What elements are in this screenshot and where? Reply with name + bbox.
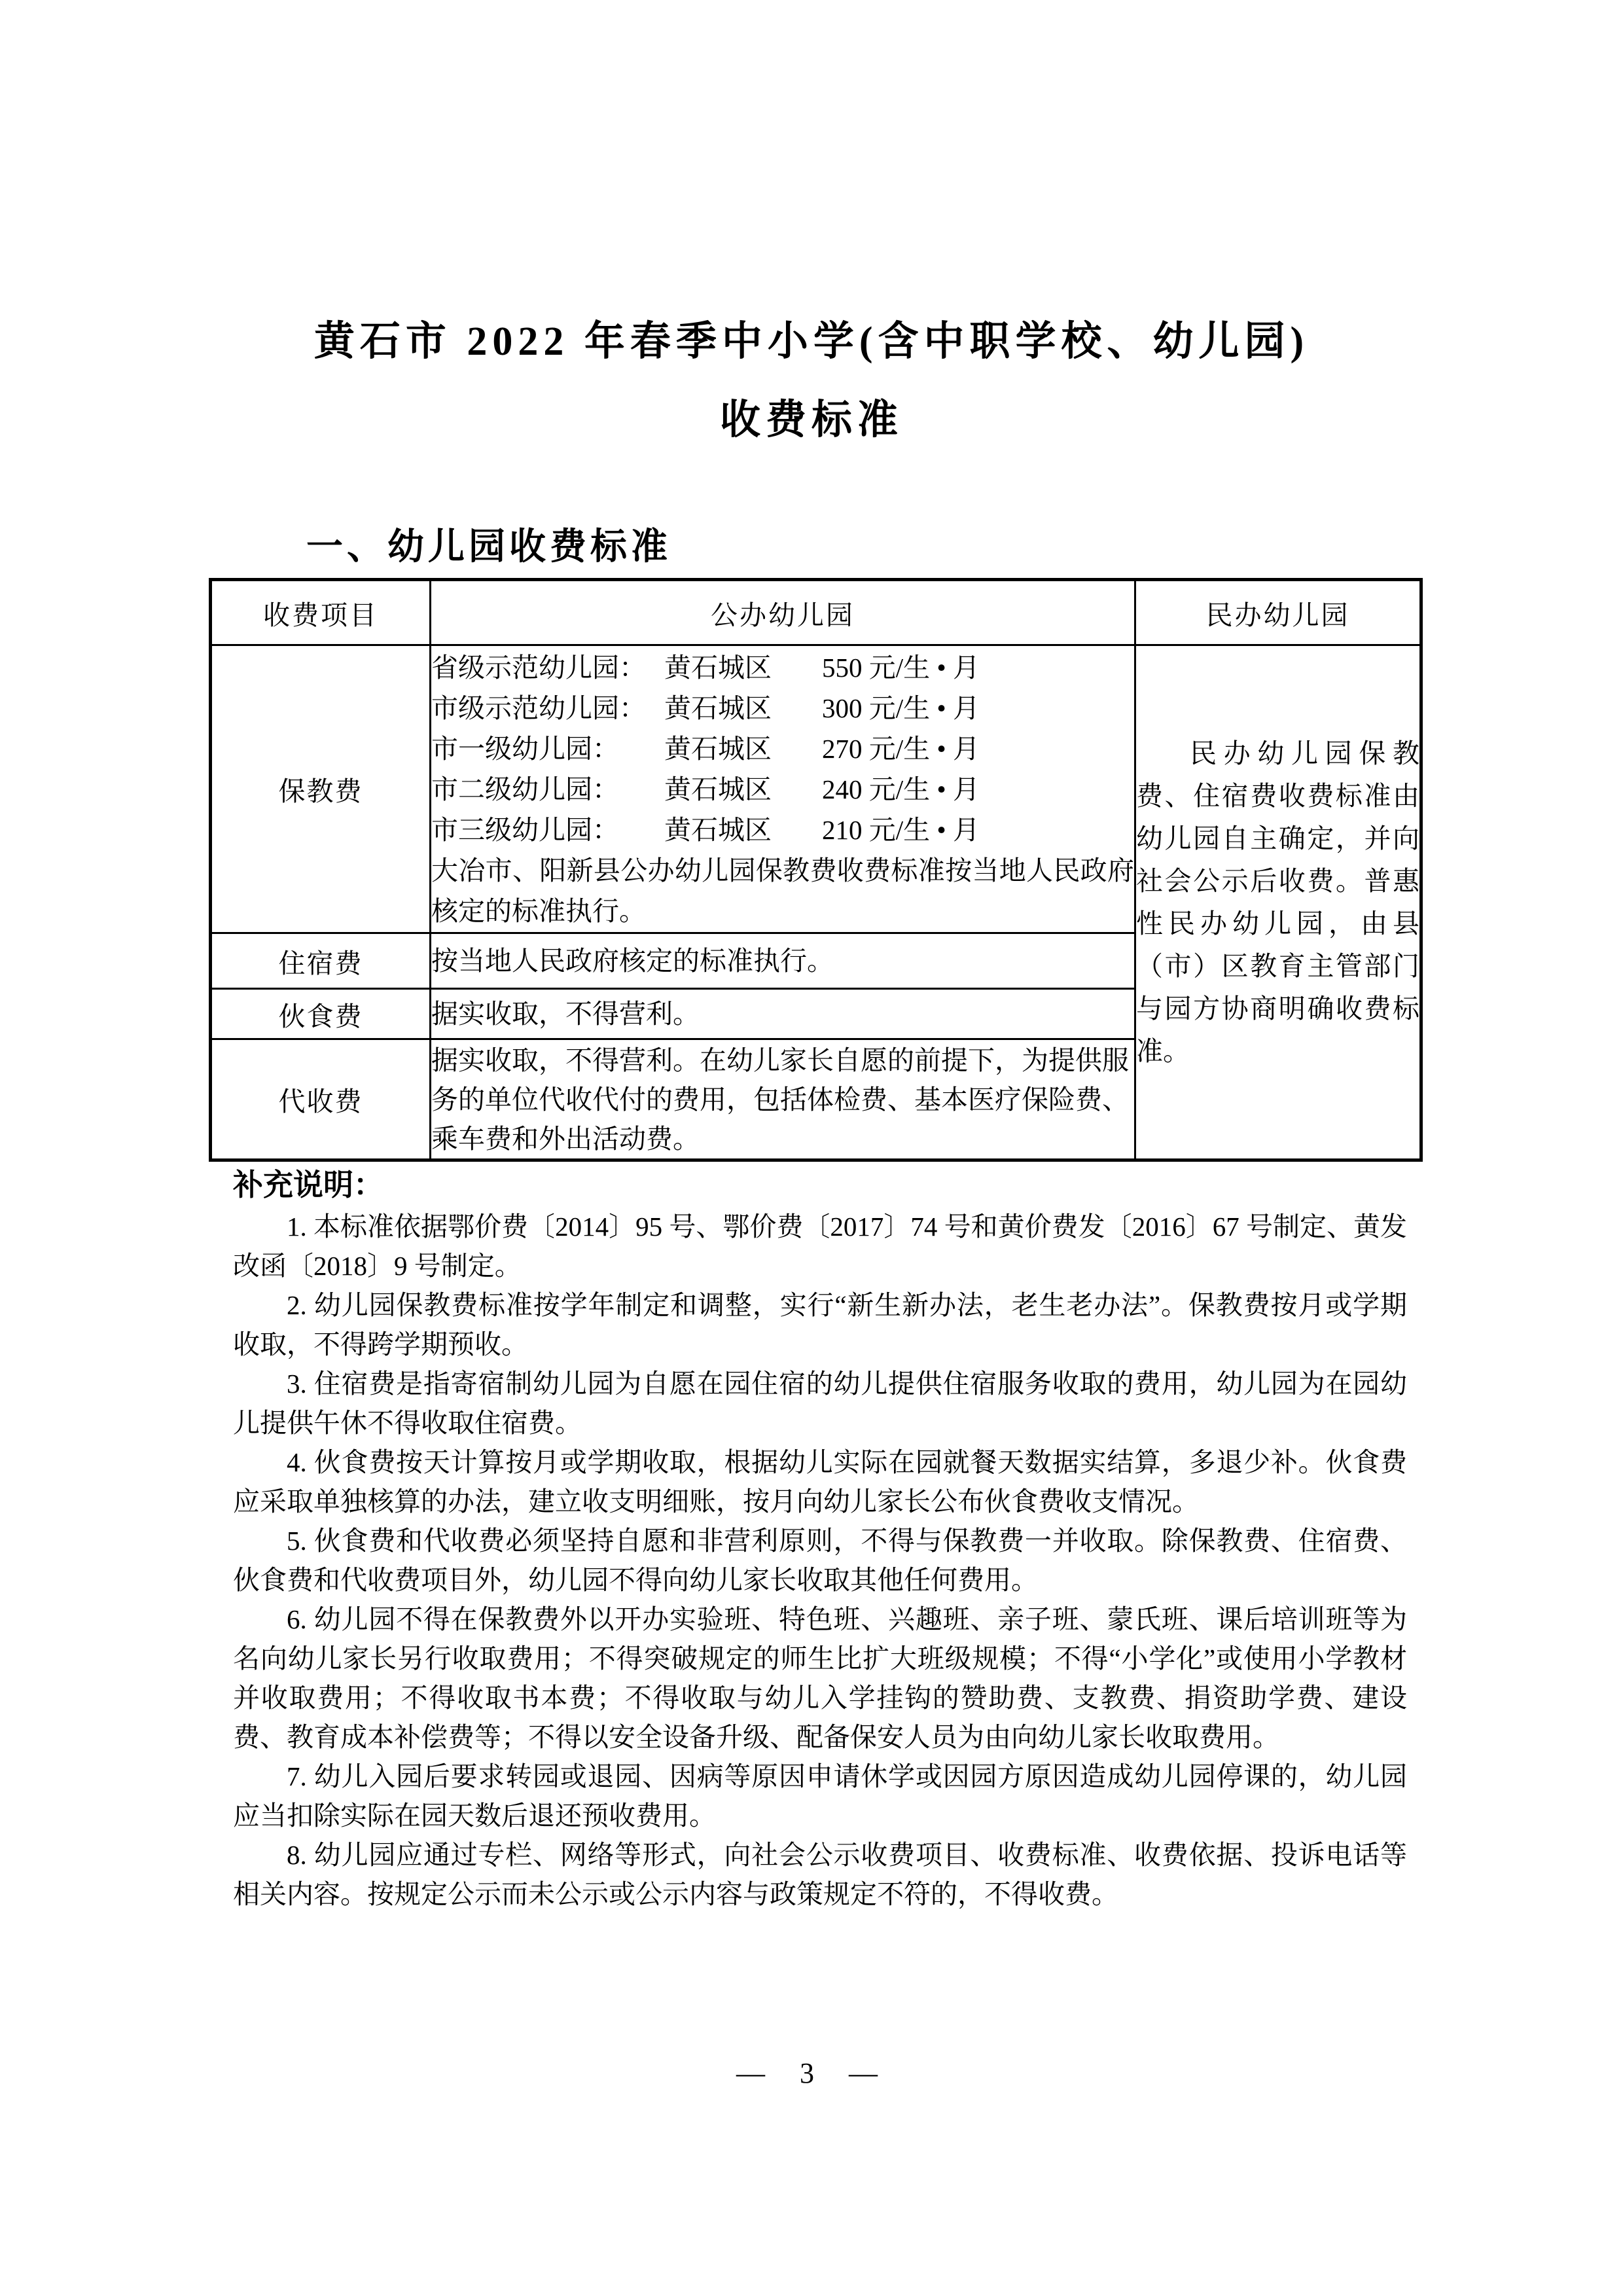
fee-table: [209, 578, 1423, 1162]
fee-grade: 市一级幼儿园：: [431, 733, 619, 764]
row-label-daishou: 代收费: [211, 1039, 431, 1160]
fee-price: 270 元/生 • 月: [822, 733, 980, 764]
column-header-fee-item: 收费项目: [211, 580, 431, 645]
fee-area: 黄石城区: [664, 692, 772, 723]
fee-area: 黄石城区: [664, 814, 772, 845]
page-number: — 3 —: [736, 2057, 887, 2089]
notes-heading: 补充说明：: [233, 1168, 383, 1202]
fee-price: 240 元/生 • 月: [822, 774, 980, 804]
document-title-line1: 黄石市 2022 年春季中小学(含中职学校、幼儿园): [313, 319, 1310, 364]
fee-price: 300 元/生 • 月: [822, 692, 980, 723]
private-kindergarten-note: 民办幼儿园保教费、住宿费收费标准由幼儿园自主确定，并向社会公示后收费。普惠性民办幼儿园，由县（市）区教育主管部门与园方协商明确收费标准。: [1136, 738, 1419, 1066]
baojiao-public-cell: [431, 645, 1135, 933]
fee-line: [431, 647, 1134, 688]
document-title-line2: 收费标准: [719, 398, 903, 442]
huoshi-public-cell: 据实收取，不得营利。: [431, 989, 1135, 1039]
column-header-private-kindergarten: 民办幼儿园: [1135, 580, 1421, 645]
fee-grade: 市三级幼儿园：: [431, 814, 619, 845]
column-header-public-kindergarten: 公办幼儿园: [431, 580, 1135, 645]
fee-grade: 省级示范幼儿园：: [431, 652, 646, 683]
fee-grade: 市级示范幼儿园：: [431, 692, 646, 723]
table-header-row: [211, 580, 1421, 645]
note-item-7: 7. 幼儿入园后要求转园或退园、因病等原因申请休学或因园方原因造成幼儿园停课的，幼儿园应当扣除实际在园天数后退还预收费用。: [233, 1761, 1407, 1831]
zhusu-public-cell: 按当地人民政府核定的标准执行。: [431, 933, 1135, 989]
note-item-5: 5. 伙食费和代收费必须坚持自愿和非营利原则，不得与保教费一并收取。除保教费、住宿费、伙食费和代收费项目外，幼儿园不得向幼儿家长收取其他任何费用。: [233, 1526, 1407, 1595]
fee-price: 210 元/生 • 月: [822, 814, 980, 845]
fee-area: 黄石城区: [664, 774, 772, 804]
baojiao-local-note: 大冶市、阳新县公办幼儿园保教费收费标准按当地人民政府核定的标准执行。: [431, 855, 1134, 926]
fee-line: [431, 810, 1134, 850]
fee-price: 550 元/生 • 月: [822, 652, 980, 683]
note-item-2: 2. 幼儿园保教费标准按学年制定和调整，实行“新生新办法，老生老办法”。保教费按月或学期收取，不得跨学期预收。: [233, 1290, 1407, 1359]
supplementary-notes: [233, 1207, 1407, 1914]
private-kindergarten-cell: [1135, 645, 1421, 1160]
daishou-public-cell: 据实收取，不得营利。在幼儿家长自愿的前提下，为提供服务的单位代收代付的费用，包括体检费、基本医疗保险费、乘车费和外出活动费。: [431, 1039, 1135, 1160]
row-label-huoshi: 伙食费: [211, 989, 431, 1039]
note-item-1: 1. 本标准依据鄂价费〔2014〕95 号、鄂价费〔2017〕74 号和黄价费发〔2016〕67 号制定、黄发改函〔2018〕9 号制定。: [233, 1211, 1407, 1281]
row-label-baojiao: 保教费: [211, 645, 431, 933]
fee-area: 黄石城区: [664, 733, 772, 764]
fee-line: [431, 769, 1134, 810]
fee-line: [431, 688, 1134, 728]
note-item-3: 3. 住宿费是指寄宿制幼儿园为自愿在园住宿的幼儿提供住宿服务收取的费用，幼儿园为在园幼儿提供午休不得收取住宿费。: [233, 1369, 1407, 1438]
row-label-zhusu: 住宿费: [211, 933, 431, 989]
fee-grade: 市二级幼儿园：: [431, 774, 619, 804]
table-row-baojiao: [211, 645, 1421, 933]
note-item-4: 4. 伙食费按天计算按月或学期收取，根据幼儿实际在园就餐天数据实结算，多退少补。伙食费应采取单独核算的办法，建立收支明细账，按月向幼儿家长公布伙食费收支情况。: [233, 1447, 1407, 1516]
note-item-6: 6. 幼儿园不得在保教费外以开办实验班、特色班、兴趣班、亲子班、蒙氏班、课后培训班等为名向幼儿家长另行收取费用；不得突破规定的师生比扩大班级规模；不得“小学化”或使用小学教材并收取费用；不得收取书本费；不得收取与幼儿入学挂钩的赞助费、支教费、捐资助学费、建设费、教育成本补偿费等；不得以安全设备升级、配备保安人员为由向幼儿家长收取费用。: [233, 1604, 1407, 1752]
fee-area: 黄石城区: [664, 652, 772, 683]
fee-line: [431, 728, 1134, 769]
section-heading: 一、幼儿园收费标准: [306, 526, 671, 567]
note-item-8: 8. 幼儿园应通过专栏、网络等形式，向社会公示收费项目、收费标准、收费依据、投诉电话等相关内容。按规定公示而未公示或公示内容与政策规定不符的，不得收费。: [233, 1840, 1407, 1909]
